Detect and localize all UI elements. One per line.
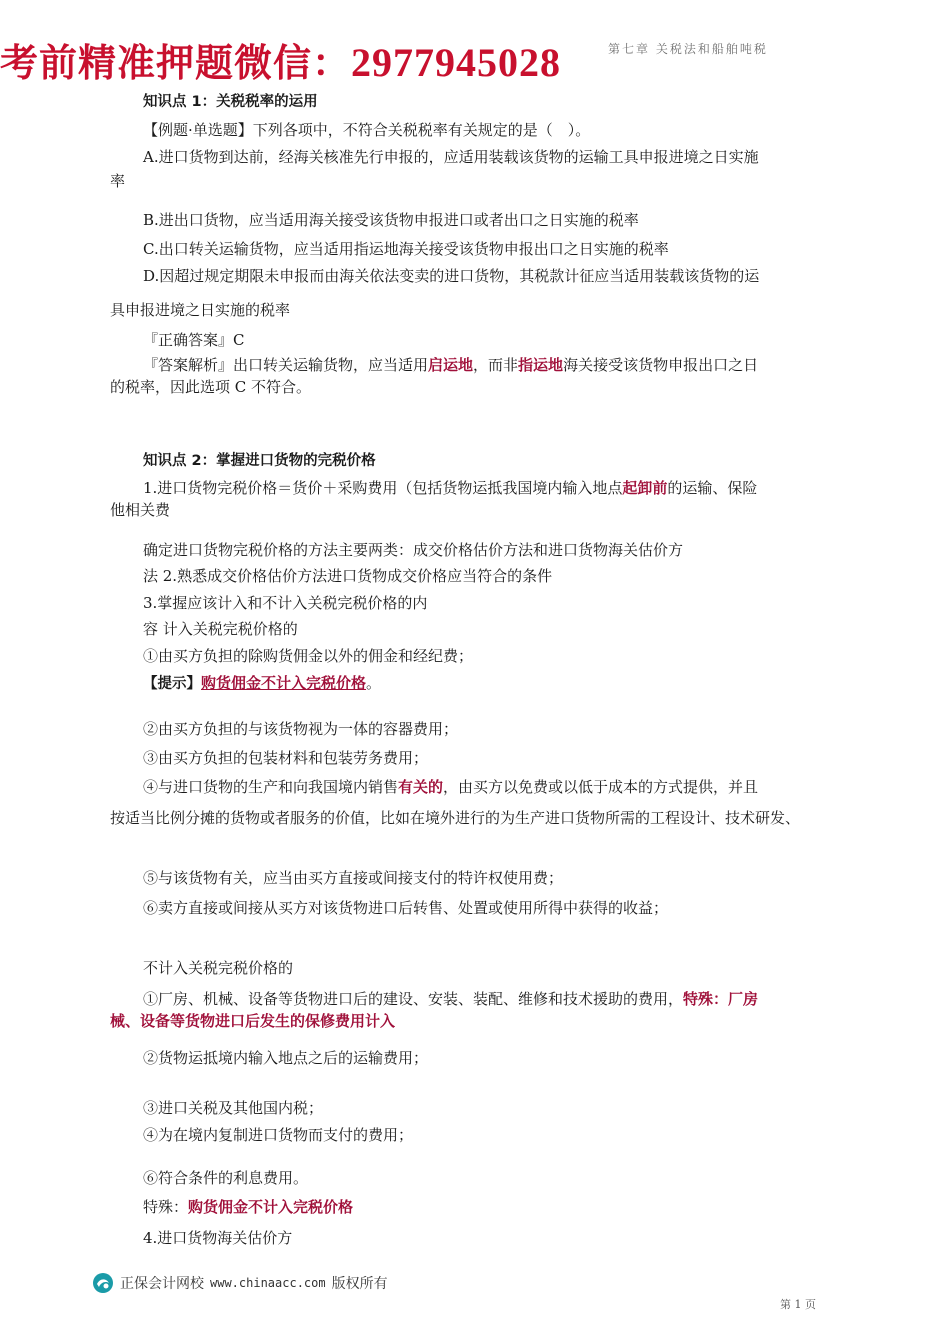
special-label: 特殊：: [143, 1198, 189, 1216]
kp2-next: [143, 1227, 293, 1247]
kp2-include-4-top: [143, 776, 759, 796]
kp2-line1-bottom-text: 他相关费: [110, 501, 171, 519]
kp2-special-text: [143, 1196, 353, 1217]
tip-label: 【提示】: [143, 676, 201, 692]
kp1-analysis-bottom-text: 的税率，因此选项 C 不符合。: [110, 378, 312, 396]
kp2-include-5: ⑤与该货物有关，应当由买方直接或间接支付的特许权使用费；: [143, 869, 564, 887]
line1-red: 起卸前: [622, 479, 668, 497]
footer-brand: 正保会计网校: [120, 1276, 204, 1292]
kp1-analysis-top: [143, 354, 759, 374]
kp1-option-a-bottom: [110, 172, 126, 190]
kp2-special: [143, 1196, 354, 1216]
analysis-mid: ，而非: [473, 356, 519, 374]
kp2-methods: 确定进口货物完税价格的方法主要两类：成交价格估价方法和进口货物海关估价方: [143, 541, 684, 559]
kp2-next-text: 4.进口货物海关估价方: [143, 1229, 293, 1247]
kp2-item3: 3.掌握应该计入和不计入关税完税价格的内: [143, 594, 428, 612]
banner-text: 考前精准押题微信：: [0, 40, 352, 85]
page-number-text: 第 1 页: [780, 1298, 816, 1311]
exc1-pre: ①厂房、机械、设备等货物进口后的建设、安装、装配、维修和技术援助的费用，: [143, 990, 684, 1008]
kp1-analysis-bottom: [110, 378, 312, 396]
chapter-header: 第七章 关税法和船舶吨税: [608, 42, 768, 56]
footer-url-link[interactable]: www.chinaacc.com: [210, 1276, 326, 1290]
analysis-red-1: 启运地: [428, 356, 474, 374]
kp2-include-4-bottom: 按适当比例分摊的货物或者服务的价值，比如在境外进行的为生产进口货物所需的工程设计、技术研发、: [110, 809, 801, 827]
kp2-line1-top-text: [143, 477, 757, 498]
kp1-option-b: B.进出口货物，应当适用海关接受该货物申报进口或者出口之日实施的税率: [143, 211, 639, 229]
kp1-answer: 『正确答案』C: [143, 331, 245, 349]
footer: [92, 1272, 388, 1294]
special-red: 购货佣金不计入完税价格: [188, 1198, 354, 1216]
tip-end: 。: [366, 674, 382, 692]
kp1-option-a-bottom-text: 率: [110, 172, 126, 190]
kp2-include-6: ⑥卖方直接或间接从买方对该货物进口后转售、处置或使用所得中获得的收益；: [143, 899, 669, 917]
kp1-option-a-top-text: A.进口货物到达前，经海关核准先行申报的，应适用装载该货物的运输工具申报进境之日实施: [143, 148, 759, 166]
kp2-heading: 知识点 2：掌握进口货物的完税价格: [143, 453, 376, 469]
kp1-heading: 知识点 1：关税税率的运用: [143, 94, 318, 110]
kp2-include-title: 容 计入关税完税价格的: [143, 620, 298, 638]
footer-rights: 版权所有: [331, 1276, 388, 1292]
kp2-exclude-2: ②货物运抵境内输入地点之后的运输费用；: [143, 1049, 429, 1067]
kp2-exclude-1-top-text: [143, 988, 758, 1009]
kp2-line1-top: [143, 477, 758, 497]
kp2-include-2: ②由买方负担的与该货物视为一体的容器费用；: [143, 720, 459, 738]
analysis-post: 海关接受该货物申报出口之日: [563, 356, 759, 374]
exc1-red: 特殊：厂房: [683, 990, 759, 1008]
line1-post: 的运输、保险: [667, 479, 758, 497]
kp2-include-1: ①由买方负担的除购货佣金以外的佣金和经纪费；: [143, 647, 474, 665]
inc4-red: 有关的: [398, 778, 444, 796]
page-number: [780, 1296, 816, 1311]
kp2-exclude-1-bottom-text: 械、设备等货物进口后发生的保修费用计入: [110, 1012, 396, 1030]
kp1-analysis-top-text: [143, 354, 758, 375]
kp2-include-3: ③由买方负担的包装材料和包装劳务费用；: [143, 749, 429, 767]
kp2-item2: 法 2.熟悉成交价格估价方法进口货物成交价格应当符合的条件: [143, 567, 553, 585]
watermark-banner: [0, 32, 561, 87]
inc4-pre: ④与进口货物的生产和向我国境内销售: [143, 778, 399, 796]
kp2-exclude-3: ③进口关税及其他国内税；: [143, 1099, 324, 1117]
tip-text: 购货佣金不计入完税价格: [201, 674, 367, 692]
line1-pre: 1.进口货物完税价格＝货价＋采购费用（包括货物运抵我国境内输入地点: [143, 479, 623, 497]
chinaacc-logo-icon: [92, 1272, 114, 1294]
kp2-line1-bottom: [110, 501, 171, 519]
kp2-include-4-top-text: [143, 776, 758, 797]
inc4-post: ，由买方以免费或以低于成本的方式提供，并且: [443, 778, 759, 796]
banner-number: 2977945028: [351, 40, 562, 85]
kp2-exclude-6: ⑥符合条件的利息费用。: [143, 1169, 309, 1187]
kp1-option-d-bottom: 具申报进境之日实施的税率: [110, 301, 291, 319]
kp1-option-d-top: [143, 265, 760, 285]
kp1-option-c: C.出口转关运输货物，应当适用指运地海关接受该货物申报出口之日实施的税率: [143, 240, 669, 258]
analysis-pre: 『答案解析』出口转关运输货物，应当适用: [143, 356, 429, 374]
kp2-exclude-4: ④为在境内复制进口货物而支付的费用；: [143, 1126, 414, 1144]
analysis-red-2: 指运地: [518, 356, 564, 374]
kp2-exclude-1-top: [143, 988, 759, 1008]
kp1-question: 【例题·单选题】下列各项中，不符合关税税率有关规定的是（ ）。: [143, 121, 591, 139]
kp1-option-d-top-text: D.因超过规定期限未申报而由海关依法变卖的进口货物，其税款计征应当适用装载该货物的运: [143, 267, 760, 285]
kp2-exclude-title: 不计入关税完税价格的: [143, 959, 294, 977]
kp2-exclude-1-bottom: [110, 1012, 396, 1030]
kp1-option-a-top: [143, 146, 759, 166]
kp2-tip: [143, 672, 381, 693]
